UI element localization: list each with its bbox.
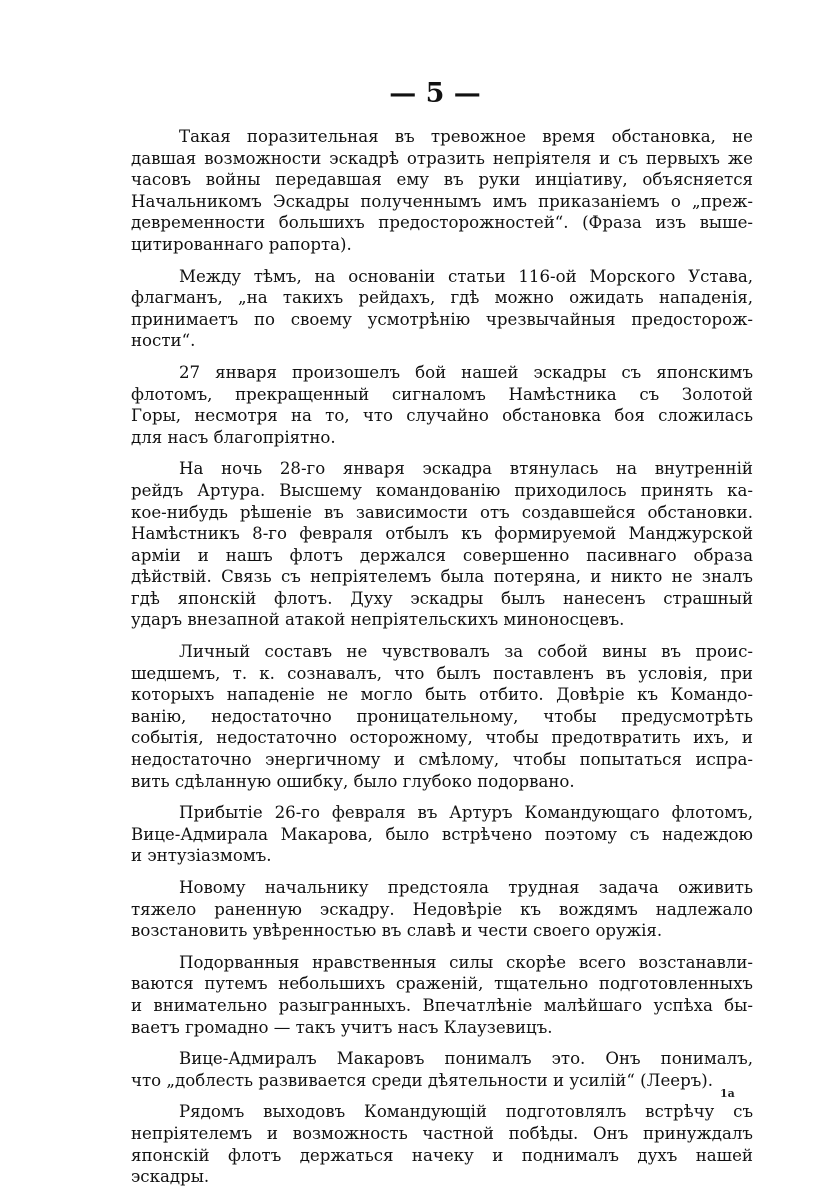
body-text [131, 126, 753, 1198]
paragraph [131, 362, 753, 448]
text-line: давшая возможности эскадрѣ отразить непріятеля и съ первыхъ же [131, 148, 753, 168]
text-line: Намѣстникъ 8-го февраля отбылъ къ формируемой Манджурской [131, 524, 753, 544]
paragraph [131, 641, 753, 792]
text-line: ванію, недостаточно проницательному, чтобы предусмотрѣть [131, 706, 753, 726]
text-line: недостаточно энергичному и смѣлому, чтобы попытаться испра- [131, 750, 753, 770]
text-line: Такая поразительная въ тревожное время обстановка, не [179, 127, 753, 146]
text-line: принимаетъ по своему усмотрѣнію чрезвычайныя предосторож- [131, 309, 753, 329]
text-line: Горы, несмотря на то, что случайно обстановка боя сложилась [131, 406, 753, 426]
text-line: тяжело раненную эскадру. Недовѣріе къ вождямъ надлежало [131, 899, 753, 919]
text-line: Начальникомъ Эскадры полученнымъ имъ приказанiемъ о „преж- [131, 191, 753, 211]
text-line: Вице-Адмирала Макарова, было встрѣчено поэтому съ надеждою [131, 824, 753, 844]
text-line: Новому начальнику предстояла трудная задача оживить [179, 878, 753, 897]
text-line: часовъ войны передавшая ему въ руки инціативу, объясняется [131, 170, 753, 190]
text-line: гдѣ японскій флотъ. Духу эскадры былъ нанесенъ страшный [131, 588, 753, 608]
text-line: На ночь 28-го января эскадра втянулась на внутренній [179, 459, 753, 479]
text-line: эскадры. [131, 1167, 210, 1187]
text-line: непріятелемъ и возможность частной побѣды. Онъ принуждалъ [131, 1123, 753, 1143]
text-line: дѣйствій. Связь съ непріятелемъ была потеряна, и никто не зналъ [131, 567, 753, 587]
text-line: японскій флотъ держаться начеку и поднималъ духъ нашей [131, 1145, 753, 1165]
paragraph [131, 952, 753, 1038]
text-line: что „доблесть развивается среди дѣятельности и усилій“ (Лееръ). [131, 1070, 714, 1090]
page-number: — 5 — [389, 78, 481, 109]
text-line: Рядомъ выходовъ Командующій подготовлялъ встрѣчу съ [179, 1102, 753, 1122]
text-line: которыхъ нападеніе не могло быть отбито. Довѣріе къ Командо- [131, 685, 753, 705]
text-line: ваются путемъ небольшихъ сраженій, тщательно подготовленныхъ [131, 974, 753, 994]
text-line: Личный составъ не чувствовалъ за собой вины въ проис- [179, 642, 753, 662]
paragraph [131, 266, 753, 352]
paragraph [131, 1048, 753, 1091]
text-line: шедшемъ, т. к. сознавалъ, что былъ поставленъ въ условія, при [131, 663, 753, 683]
text-line: ности“. [131, 331, 196, 351]
text-line: ваетъ громадно — такъ учитъ насъ Клаузевицъ. [131, 1017, 553, 1037]
signature-mark: 1а [720, 1087, 735, 1100]
paragraph [131, 458, 753, 631]
text-line: ударъ внезапной атакой непріятельскихъ миноносцевъ. [131, 610, 625, 630]
text-line: девременности большихъ предосторожностей“. (Фраза изъ выше- [131, 213, 753, 233]
text-line: цитированнаго рапорта). [131, 234, 352, 254]
text-line: 27 января произошелъ бой нашей эскадры съ японскимъ [179, 362, 753, 382]
text-line: флотомъ, прекращенный сигналомъ Намѣстника съ Золотой [131, 384, 753, 404]
paragraph [131, 126, 753, 256]
text-line: и внимательно разыгранныхъ. Впечатлѣніе малѣйшаго успѣха бы- [131, 995, 753, 1015]
text-line: и энтузіазмомъ. [131, 846, 272, 866]
text-line: возстановить увѣренностью въ славѣ и чести своего оружія. [131, 921, 663, 941]
text-line: кое-нибудь рѣшеніе въ зависимости отъ создавшейся обстановки. [131, 502, 753, 522]
text-line: Между тѣмъ, на основаніи статьи 116-ой Морского Устава, [179, 266, 753, 286]
paragraph [131, 1101, 753, 1187]
text-line: событія, недостаточно осторожному, чтобы предотвратить ихъ, и [131, 728, 753, 748]
text-line: флагманъ, „на такихъ рейдахъ, гдѣ можно ожидать нападенія, [131, 288, 753, 308]
text-line: арміи и нашъ флотъ держался совершенно пасивнаго образа [131, 545, 753, 565]
text-line: Прибытіе 26-го февраля въ Артуръ Командующаго флотомъ, [179, 803, 753, 823]
paragraph [131, 802, 753, 867]
text-line: Подорванныя нравственныя силы скорѣе всего возстанавли- [179, 952, 753, 972]
text-line: для насъ благопріятно. [131, 427, 336, 447]
paragraph [131, 877, 753, 942]
text-line: вить сдѣланную ошибку, было глубоко подорвано. [131, 771, 575, 791]
text-line: рейдъ Артура. Высшему командованію приходилось принять ка- [131, 480, 753, 500]
text-line: Вице-Адмиралъ Макаровъ понималъ это. Онъ понималъ, [179, 1049, 753, 1069]
